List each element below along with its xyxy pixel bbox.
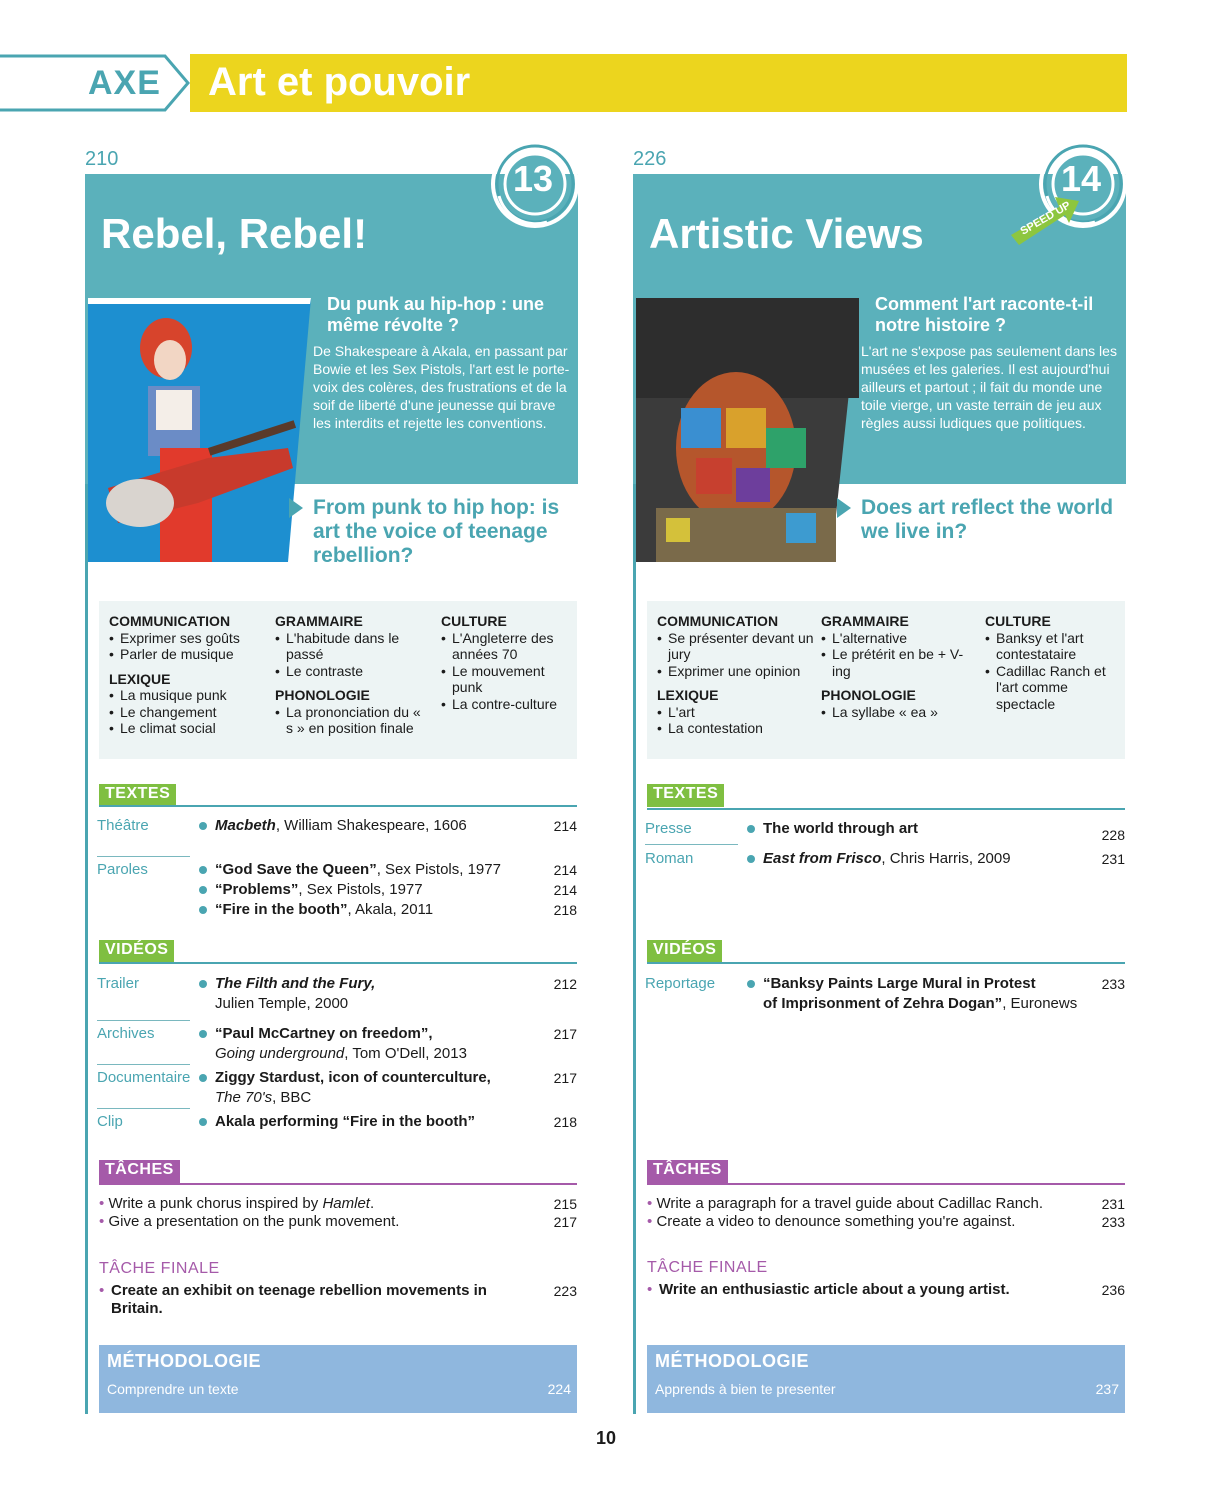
skills-col-3 xyxy=(985,613,1119,720)
skill-item: • L'alternative xyxy=(821,630,971,647)
finale-title: TÂCHE FINALE xyxy=(647,1259,768,1276)
item-details-italic: Going underground xyxy=(215,1045,345,1062)
item-title: The world through art xyxy=(763,820,918,837)
skill-heading: CULTURE xyxy=(441,613,507,629)
bullet-icon xyxy=(747,855,755,863)
list-item[interactable] xyxy=(97,974,577,1014)
page-ref: 236 xyxy=(1101,1282,1125,1298)
page-ref: 233 xyxy=(1101,976,1125,992)
question-fr: Comment l'art raconte-t-il notre histoire ? xyxy=(875,294,1094,335)
item-title: “God Save the Queen” xyxy=(215,861,377,878)
skill-heading: PHONOLOGIE xyxy=(821,687,916,703)
list-item[interactable] xyxy=(97,860,577,880)
bullet-icon: • xyxy=(99,1282,105,1299)
page-ref: 214 xyxy=(553,862,577,878)
item-title: East from Frisco xyxy=(763,850,882,867)
section-rule xyxy=(647,1183,1125,1185)
section-rule xyxy=(99,962,577,964)
methodology-subtitle: Apprends à bien te presenter xyxy=(655,1381,836,1397)
arrow-icon xyxy=(289,498,303,518)
skills-col-3 xyxy=(441,613,573,720)
page-ref: 217 xyxy=(553,1026,577,1042)
skill-item: • Se présenter devant un jury xyxy=(657,630,817,663)
list-item[interactable] xyxy=(97,1068,577,1108)
page-ref: 224 xyxy=(547,1381,571,1397)
page-ref: 233 xyxy=(1101,1214,1125,1230)
bullet-icon xyxy=(747,980,755,988)
final-task-body xyxy=(647,1281,1067,1299)
final-task-item[interactable] xyxy=(99,1282,577,1322)
item-title: The Filth and the Fury, xyxy=(215,975,376,992)
question-en: From punk to hip hop: is art the voice of teenage rebellion? xyxy=(313,496,560,567)
item-details: , Euronews xyxy=(1002,995,1078,1012)
item-title: Macbeth xyxy=(215,817,276,834)
list-item[interactable] xyxy=(645,974,1125,1014)
task-text: Create an exhibit on teenage rebellion movements in Britain. xyxy=(111,1282,487,1317)
unit-title: Rebel, Rebel! xyxy=(101,210,368,257)
category-rule xyxy=(97,1020,190,1021)
list-item-body xyxy=(199,880,549,900)
item-title: “Fire in the booth” xyxy=(215,901,348,918)
category-label: Clip xyxy=(97,1113,123,1130)
item-details: , BBC xyxy=(272,1089,312,1106)
section-rule xyxy=(99,805,577,807)
page-ref: 214 xyxy=(553,818,577,834)
skill-item: • Exprimer une opinion xyxy=(657,663,817,680)
bullet-icon xyxy=(747,825,755,833)
bullet-icon xyxy=(199,906,207,914)
item-title: “Banksy Paints Large Mural in Protest xyxy=(763,975,1036,992)
list-item-body xyxy=(199,900,549,920)
item-details: , Tom O'Dell, 2013 xyxy=(344,1045,467,1062)
finale-title: TÂCHE FINALE xyxy=(99,1260,220,1277)
bullet-icon: • xyxy=(99,1213,105,1230)
unit-number: 14 xyxy=(1060,158,1102,199)
section-tag-textes: TEXTES xyxy=(99,784,176,807)
item-title: Akala performing “Fire in the booth” xyxy=(215,1113,476,1130)
item-title: “Problems” xyxy=(215,881,299,898)
page-ref: 218 xyxy=(553,1114,577,1130)
section-tag-videos: VIDÉOS xyxy=(647,940,722,963)
bullet-icon xyxy=(199,886,207,894)
task-item[interactable] xyxy=(99,1213,577,1231)
list-item-body xyxy=(199,1024,549,1064)
skill-item: • Le climat social xyxy=(109,720,269,737)
bullet-icon: • xyxy=(647,1213,653,1230)
final-task-body xyxy=(99,1282,499,1318)
skill-item: • L'habitude dans le passé xyxy=(275,630,425,663)
intro-fr: L'art ne s'expose pas seulement dans les musées et les galeries. Il est aujourd'hui ailleurs et partout ; il fait du monde une toile vierge, un vaste terrain de jeu aux règles aussi ludiques que politiques. xyxy=(861,343,1117,431)
category-label: Presse xyxy=(645,820,692,837)
bullet-icon: • xyxy=(647,1281,653,1298)
section-tag-textes: TEXTES xyxy=(647,784,724,807)
skill-item: • Le changement xyxy=(109,704,269,721)
item-details: , William Shakespeare, 1606 xyxy=(275,817,467,834)
folio-page-number: 10 xyxy=(595,1428,617,1448)
arrow-icon xyxy=(837,498,851,518)
skill-item: • Le mouvement punk xyxy=(441,663,573,696)
page-ref: 231 xyxy=(1101,1196,1125,1212)
category-label: Reportage xyxy=(645,975,716,992)
skill-item: • La contre-culture xyxy=(441,696,573,713)
list-item[interactable] xyxy=(97,816,577,836)
section-rule xyxy=(647,808,1125,810)
page-ref: 228 xyxy=(1101,827,1125,843)
skills-box xyxy=(99,601,577,759)
skill-item: • L'art xyxy=(657,704,817,721)
skill-item: • La syllabe « ea » xyxy=(821,704,971,721)
skill-item: • La contestation xyxy=(657,720,817,737)
task-item[interactable] xyxy=(647,1213,1125,1231)
section-rule xyxy=(647,962,1125,964)
page-ref: 214 xyxy=(553,882,577,898)
bullet-icon xyxy=(199,866,207,874)
list-item-body xyxy=(747,849,1097,869)
bullet-icon xyxy=(199,1030,207,1038)
bullet-icon: • xyxy=(647,1195,653,1212)
methodology-box[interactable] xyxy=(99,1345,577,1413)
category-rule xyxy=(97,1064,190,1065)
basquiat-mural-photo xyxy=(636,298,859,562)
page-ref: 217 xyxy=(553,1214,577,1230)
methodology-box[interactable] xyxy=(647,1345,1125,1413)
unit-number: 13 xyxy=(512,158,554,199)
task-text: Create a video to denounce something you're against. xyxy=(656,1213,1016,1230)
unit-page-number: 226 xyxy=(633,148,667,170)
category-label: Paroles xyxy=(97,861,148,878)
bullet-icon xyxy=(199,980,207,988)
skills-col-1 xyxy=(657,613,817,745)
list-item-body xyxy=(199,860,549,880)
list-item[interactable] xyxy=(97,1112,577,1132)
page-ref: 218 xyxy=(553,902,577,918)
item-title-cont: of Imprisonment of Zehra Dogan” xyxy=(763,995,1003,1012)
task-text: Write an enthusiastic article about a young artist. xyxy=(659,1281,1010,1298)
axe-label: AXE xyxy=(88,64,161,102)
skill-heading: LEXIQUE xyxy=(109,670,171,687)
item-details: , Akala, 2011 xyxy=(347,901,434,918)
methodology-title: MÉTHODOLOGIE xyxy=(107,1351,261,1371)
item-details: , Chris Harris, 2009 xyxy=(881,850,1011,867)
skill-heading: GRAMMAIRE xyxy=(821,613,909,629)
methodology-subtitle: Comprendre un texte xyxy=(107,1381,239,1397)
speed-up-arrow-icon xyxy=(1009,195,1081,247)
category-label: Théâtre xyxy=(97,817,149,834)
skill-item: • Parler de musique xyxy=(109,646,269,663)
item-title: “Paul McCartney on freedom”, xyxy=(215,1025,433,1042)
item-details: , Sex Pistols, 1977 xyxy=(298,881,423,898)
axe-banner xyxy=(0,54,1127,112)
category-label: Roman xyxy=(645,850,694,867)
skill-item: • Cadillac Ranch et l'art comme spectacle xyxy=(985,663,1119,713)
skill-item: • Exprimer ses goûts xyxy=(109,630,269,647)
axe-tab xyxy=(0,54,185,112)
category-label: Trailer xyxy=(97,975,139,992)
skill-item: • L'Angleterre des années 70 xyxy=(441,630,573,663)
task-item[interactable] xyxy=(647,1195,1125,1213)
category-rule xyxy=(97,1108,190,1109)
skill-item: • Le contraste xyxy=(275,663,425,680)
list-item[interactable] xyxy=(97,1024,577,1064)
question-fr: Du punk au hip-hop : une même révolte ? xyxy=(327,294,544,335)
page-ref: 212 xyxy=(553,976,577,992)
skill-item: • La musique punk xyxy=(109,687,269,704)
final-task-item[interactable] xyxy=(647,1281,1125,1301)
category-label: Archives xyxy=(97,1025,155,1042)
bullet-icon xyxy=(199,1118,207,1126)
skill-heading: COMMUNICATION xyxy=(109,613,231,629)
task-text-italic: Hamlet xyxy=(322,1195,370,1212)
skill-heading: GRAMMAIRE xyxy=(275,613,363,629)
bullet-icon: • xyxy=(99,1195,105,1212)
skills-col-1 xyxy=(109,613,269,745)
bullet-icon xyxy=(199,822,207,830)
axe-title: Art et pouvoir xyxy=(208,60,471,104)
skill-item: • Le prétérit en be + V-ing xyxy=(821,646,971,679)
category-label: Documentaire xyxy=(97,1069,191,1086)
page-ref: 231 xyxy=(1101,851,1125,867)
page-ref: 223 xyxy=(553,1283,577,1299)
section-tag-taches: TÂCHES xyxy=(99,1160,180,1183)
page-ref: 217 xyxy=(553,1070,577,1086)
skill-heading: PHONOLOGIE xyxy=(275,687,370,703)
skill-heading: CULTURE xyxy=(985,613,1051,629)
bullet-icon xyxy=(199,1074,207,1082)
unit-page-number: 210 xyxy=(85,148,119,170)
task-text-end: . xyxy=(369,1195,375,1212)
list-item[interactable] xyxy=(645,849,1125,869)
skill-item: • La prononciation du « s » en position finale xyxy=(275,704,425,737)
category-rule xyxy=(645,844,738,845)
page-ref: 215 xyxy=(553,1196,577,1212)
unit-13 xyxy=(85,140,579,1415)
unit-14 xyxy=(633,140,1127,1415)
bowie-photo xyxy=(88,298,311,562)
list-item-body xyxy=(199,1112,549,1132)
item-details: , Sex Pistols, 1977 xyxy=(376,861,501,878)
section-tag-videos: VIDÉOS xyxy=(99,940,174,963)
speed-up-label: SPEED UP xyxy=(1018,199,1073,238)
skills-col-2 xyxy=(821,613,971,728)
item-details-italic: The 70's xyxy=(215,1089,273,1106)
intro-fr: De Shakespeare à Akala, en passant par Bowie et les Sex Pistols, l'art est le porte-voix des colères, des frustrations et de la soif de liberté d'une jeunesse qui brave les interdits et rejette les conventions. xyxy=(313,343,570,431)
skill-heading: LEXIQUE xyxy=(657,687,719,703)
list-item-body xyxy=(199,1068,549,1108)
category-rule xyxy=(97,856,190,857)
item-title: Ziggy Stardust, icon of counterculture, xyxy=(215,1069,491,1086)
task-text: Write a punk chorus inspired by xyxy=(108,1195,323,1212)
task-text: Give a presentation on the punk movement. xyxy=(108,1213,400,1230)
question-en: Does art reflect the world we live in? xyxy=(861,496,1114,543)
list-item[interactable] xyxy=(97,880,577,900)
section-tag-taches: TÂCHES xyxy=(647,1160,728,1183)
skills-box xyxy=(647,601,1125,759)
list-item[interactable] xyxy=(97,900,577,920)
methodology-title: MÉTHODOLOGIE xyxy=(655,1351,809,1371)
page-ref: 237 xyxy=(1095,1381,1119,1397)
skill-item: • Banksy et l'art contestataire xyxy=(985,630,1119,663)
list-item-body xyxy=(747,819,1097,839)
list-item-body xyxy=(199,974,549,1014)
skills-col-2 xyxy=(275,613,425,745)
list-item[interactable] xyxy=(645,819,1125,843)
unit-title: Artistic Views xyxy=(649,210,924,257)
skill-heading: COMMUNICATION xyxy=(657,613,779,629)
task-text: Write a paragraph for a travel guide about Cadillac Ranch. xyxy=(656,1195,1044,1212)
list-item-body xyxy=(747,974,1107,1014)
item-details: Julien Temple, 2000 xyxy=(215,995,349,1012)
section-rule xyxy=(99,1183,577,1185)
task-item[interactable] xyxy=(99,1195,577,1213)
list-item-body xyxy=(199,816,549,836)
